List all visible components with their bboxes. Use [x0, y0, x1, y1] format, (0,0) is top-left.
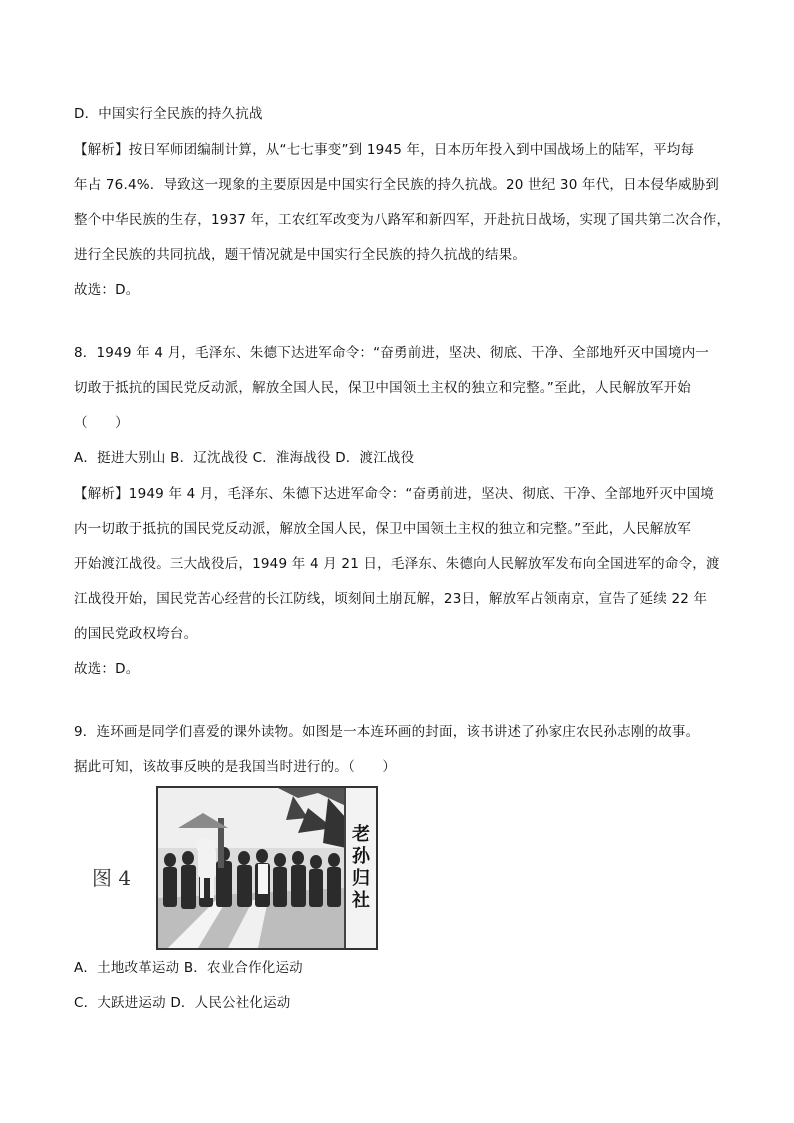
crowd-illustration: [158, 788, 346, 948]
comic-title-panel: [344, 788, 376, 948]
text-line: （ ）: [74, 415, 129, 431]
text-line: 整个中华民族的生存，1937 年，工农红军改变为八路军和新四军，开赴抗日战场，实现了国共第二次合作，: [74, 212, 731, 228]
comic-title-char: 孙: [352, 846, 370, 867]
comic-title-char: 归: [352, 868, 370, 889]
text-line: C．大跃进运动 D．人民公社化运动: [74, 995, 291, 1011]
comic-cover-figure: [92, 786, 392, 948]
text-line: 【解析】1949 年 4 月，毛泽东、朱德下达进军命令：“奋勇前进，坚决、彻底、干净、全部地歼灭中国境: [74, 486, 715, 502]
text-line: 故选：D。: [74, 661, 140, 677]
comic-title-char: 社: [352, 890, 370, 911]
comic-title-char: 老: [352, 824, 370, 845]
text-line: 9．连环画是同学们喜爱的课外读物。如图是一本连环画的封面，该书讲述了孙家庄农民孙志刚的故事。: [74, 724, 700, 740]
text-line: 年占 76.4%．导致这一现象的主要原因是中国实行全民族的持久抗战。20 世纪 30 年代，日本侵华威胁到: [74, 177, 720, 193]
text-line: 进行全民族的共同抗战，题干情况就是中国实行全民族的持久抗战的结果。: [74, 247, 527, 263]
text-line: 的国民党政权垮台。: [74, 626, 198, 642]
figure-label: 图 4: [92, 866, 132, 890]
text-line: 故选：D。: [74, 282, 140, 298]
text-line: 内一切敢于抵抗的国民党反动派，解放全国人民，保卫中国领土主权的独立和完整。”至此，人民解放军: [74, 521, 691, 537]
comic-cover-image: [156, 786, 378, 950]
text-line: 切敢于抵抗的国民党反动派，解放全国人民，保卫中国领土主权的独立和完整。”至此，人民解放军开始: [74, 380, 691, 396]
text-line: 8．1949 年 4 月，毛泽东、朱德下达进军命令：“奋勇前进，坚决、彻底、干净、全部地歼灭中国境内一: [74, 345, 710, 361]
text-line: 江战役开始，国民党苦心经营的长江防线，顷刻间土崩瓦解，23日，解放军占领南京，宣告了延续 22 年: [74, 591, 708, 607]
text-line: D．中国实行全民族的持久抗战: [74, 106, 263, 122]
text-line: A．挺进大别山 B．辽沈战役 C．淮海战役 D．渡江战役: [74, 450, 415, 466]
text-line: 据此可知，该故事反映的是我国当时进行的。（ ）: [74, 759, 397, 775]
text-line: 【解析】按日军师团编制计算，从“七七事变”到 1945 年，日本历年投入到中国战场上的陆军，平均每: [74, 142, 695, 158]
text-line: 开始渡江战役。三大战役后，1949 年 4 月 21 日，毛泽东、朱德向人民解放军发布向全国进军的命令，渡: [74, 556, 720, 572]
text-line: A．土地改革运动 B．农业合作化运动: [74, 960, 303, 976]
